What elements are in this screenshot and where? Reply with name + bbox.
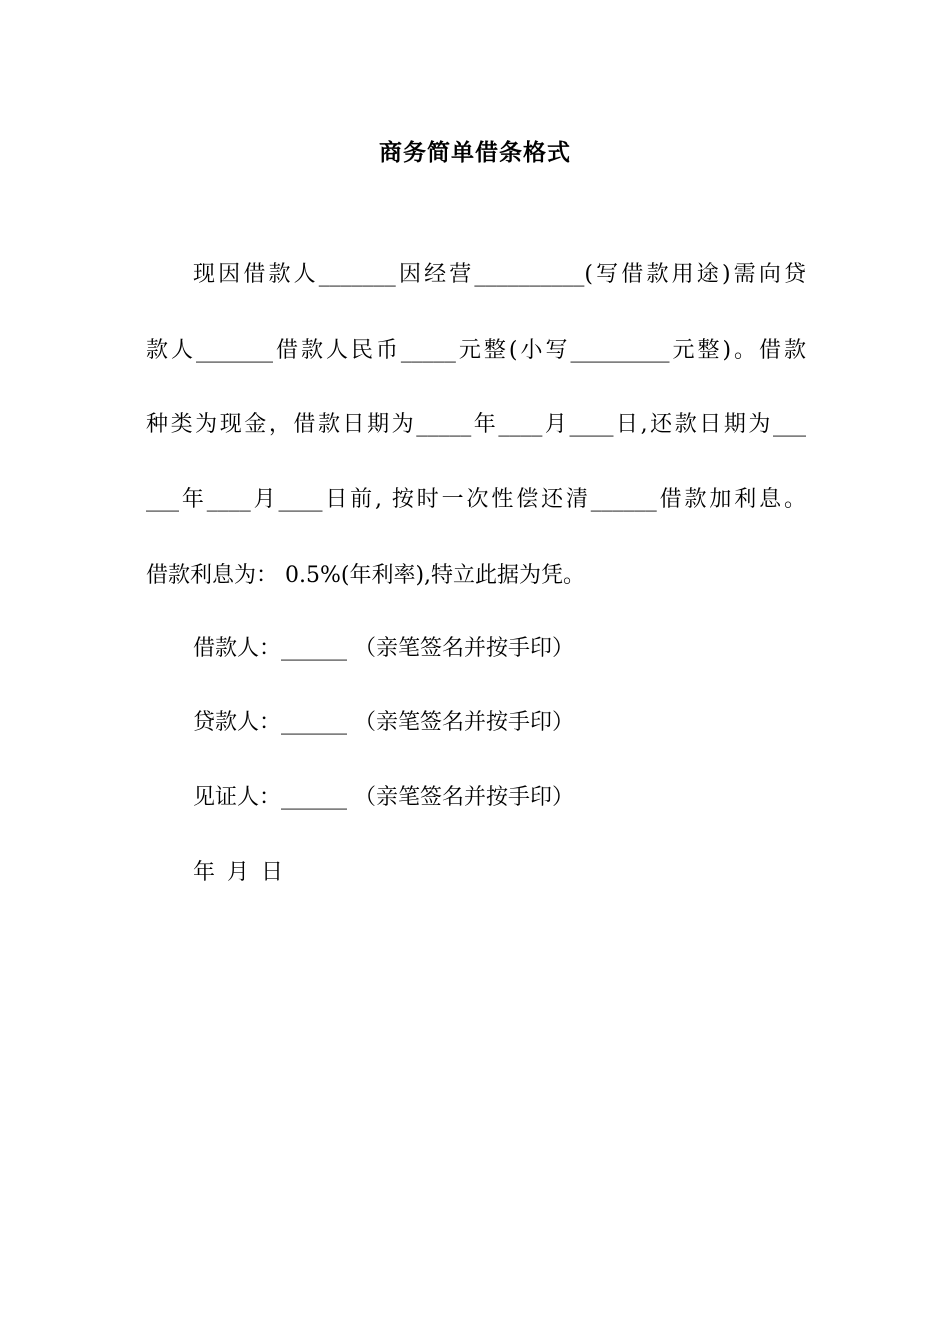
borrower-signature-line: 借款人：______ （亲笔签名并按手印） — [193, 636, 574, 661]
body-line-1: 现因借款人_______因经营__________(写借款用途)需向贷 — [193, 262, 806, 287]
body-line-5: 借款利息为： 0.5%(年利率),特立此据为凭。 — [146, 563, 586, 588]
body-line-3: 种类为现金，借款日期为_____年____月____日,还款日期为___ — [146, 412, 806, 437]
body-line-2: 款人_______借款人民币_____元整(小写_________元整)。借款 — [146, 338, 806, 363]
body-line-4: ___年____月____日前, 按时一次性偿还清______借款加利息。 — [146, 487, 806, 512]
document-title: 商务简单借条格式 — [379, 139, 571, 166]
witness-signature-line: 见证人：______ （亲笔签名并按手印） — [193, 785, 574, 810]
date-month-label: 月 — [227, 860, 250, 885]
date-day-label: 日 — [261, 860, 284, 885]
lender-signature-line: 贷款人：______ （亲笔签名并按手印） — [193, 710, 574, 735]
date-line — [193, 857, 295, 889]
date-year-label: 年 — [193, 860, 216, 885]
